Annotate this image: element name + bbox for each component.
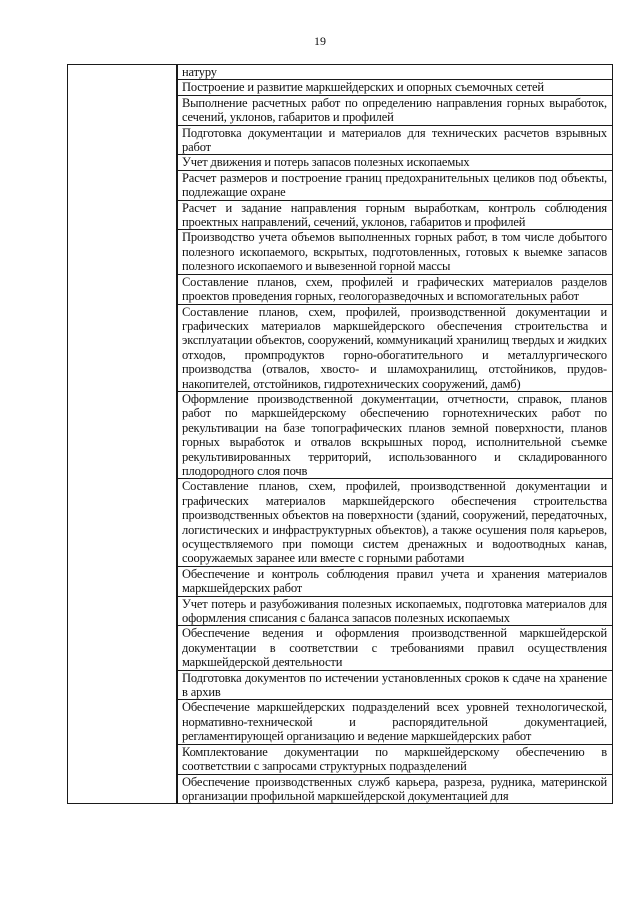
- duty-text: Оформление производственной документации, отчетности, справок, планов работ по маркшейдерскому обеспечению горнотехнических работ по рекультивации на базе топографических планов земной поверхности, планов горных выработок и отвалов вскрышных пород, исполнительной съемке рекультивированных территорий, использованного и складированного плодородного слоя почв: [182, 391, 607, 478]
- duty-cell: [178, 479, 613, 566]
- duty-text: натуру: [182, 65, 217, 79]
- duty-cell: [178, 170, 613, 200]
- duty-text: Составление планов, схем, профилей, производственной документации и графических материалов маркшейдерского обеспечения строительства и эксплуатации объектов, сооружений, коммуникаций хранилищ твердых и жидких отходов, промпродуктов горно-обогатительного и металлургического производства (отвалов, хвосто- и шламохранилищ, отстойников, прудов-накопителей, отстойников, гидротехнических сооружений, дамб): [182, 304, 607, 391]
- duty-cell: [178, 391, 613, 478]
- duty-text: Построение и развитие маркшейдерских и опорных съемочных сетей: [182, 80, 544, 95]
- duty-cell: [178, 744, 613, 774]
- duty-cell: [178, 774, 613, 804]
- duty-text: Выполнение расчетных работ по определению направления горных выработок, сечений, уклонов, габаритов и профилей: [182, 95, 607, 125]
- duty-text: Расчет и задание направления горным выработкам, контроль соблюдения проектных направлений, сечений, уклонов, габаритов и профилей: [182, 200, 607, 230]
- duty-cell: [178, 125, 613, 155]
- duty-text: Производство учета объемов выполненных горных работ, в том числе добытого полезного ископаемого, вскрытых, подготовленных, готовых к выемке запасов полезного ископаемого и вывезенной горной массы: [182, 230, 607, 274]
- duty-cell: [178, 274, 613, 304]
- duty-text: Обеспечение производственных служб карьера, разреза, рудника, материнской организации профильной маркшейдерской документацией для: [182, 774, 607, 803]
- duty-cell: [178, 95, 613, 125]
- duty-cell: [178, 80, 613, 95]
- duty-cell: [178, 596, 613, 626]
- duty-text: Подготовка документации и материалов для технических расчетов взрывных работ: [182, 125, 607, 155]
- duty-cell: [178, 700, 613, 744]
- duty-cell: [178, 230, 613, 274]
- duty-text: Расчет размеров и построение границ предохранительных целиков под объекты, подлежащие охране: [182, 170, 607, 200]
- duty-cell: [178, 200, 613, 230]
- duty-text: Комплектование документации по маркшейдерскому обеспечению в соответствии с запросами структурных подразделений: [182, 744, 607, 774]
- duty-text: Учет потерь и разубоживания полезных ископаемых, подготовка материалов для оформления списания с баланса запасов полезных ископаемых: [182, 596, 607, 626]
- page-number: 19: [314, 34, 326, 48]
- duty-text: Обеспечение и контроль соблюдения правил учета и хранения материалов маркшейдерских работ: [182, 566, 607, 596]
- duty-cell: [178, 65, 613, 80]
- duty-cell: [178, 670, 613, 700]
- duty-cell: [178, 155, 613, 170]
- duty-cell: [178, 626, 613, 670]
- duty-text: Обеспечение маркшейдерских подразделений всех уровней технологической, нормативно-технической и распорядительной документацией, регламентирующей организацию и ведение маркшейдерских работ: [182, 700, 607, 744]
- empty-first-column-cell: [68, 65, 177, 804]
- duty-cell: [178, 566, 613, 596]
- duty-text: Обеспечение ведения и оформления производственной маркшейдерской документации в соответствии с требованиями правил осуществления маркшейдерской деятельности: [182, 626, 607, 670]
- duty-text: Составление планов, схем, профилей, производственной документации и графических материалов маркшейдерского обеспечения строительства производственных объектов на поверхности (зданий, сооружений, передаточных, логистических и инфраструктурных объектов), а также осушения поля карьеров, осуществляемого при помощи систем дренажных и водоотводных канав, сооружаемых заранее или вместе с горными работами: [182, 479, 607, 566]
- duty-text: Составление планов, схем, профилей и графических материалов разделов проектов проведения горных, геологоразведочных и вспомогательных работ: [182, 274, 607, 304]
- duties-table: [67, 64, 613, 804]
- duty-text: Подготовка документов по истечении установленных сроков к сдаче на хранение в архив: [182, 670, 607, 700]
- table-row: [68, 65, 613, 80]
- duty-cell: [178, 304, 613, 391]
- duty-text: Учет движения и потерь запасов полезных ископаемых: [182, 155, 470, 170]
- duties-table-body: [68, 65, 613, 804]
